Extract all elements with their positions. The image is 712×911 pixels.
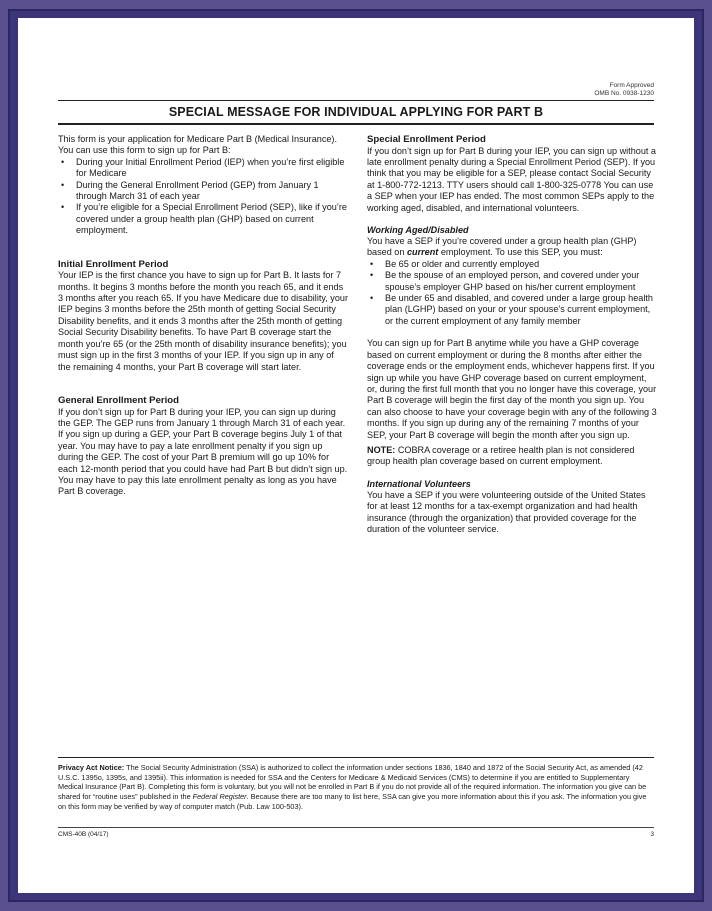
international-volunteers-heading: International Volunteers — [367, 478, 471, 489]
sep-heading: Special Enrollment Period — [367, 134, 486, 145]
omb-block — [594, 82, 654, 98]
page-number: 3 — [650, 831, 654, 838]
sep-paragraph: If you don’t sign up for Part B during your IEP, you can sign up without a late enrollment penalty during a Special Enrollment Period (SEP). If you think that you may be eligible for a SEP, please contact Social Security at 1-800-772-1213. TTY users should call 1-800-325-0778 You can use a SEP when your IEP has ended. The most common SEPs apply to the working aged, disabled, and international volunteers. — [367, 145, 656, 213]
working-aged-bullet: • Be the spouse of an employed person, and covered under your spouse’s employer GHP based on his/her current employment — [367, 270, 657, 293]
form-id: CMS-40B (04/17) — [58, 831, 109, 838]
note-label: NOTE: — [367, 444, 396, 455]
title-bottom-rule — [58, 123, 654, 125]
working-aged-heading: Working Aged/Disabled — [367, 225, 469, 236]
federal-register: Federal Register — [192, 792, 247, 802]
intro-bullet: • During your Initial Enrollment Period (IEP) when you’re first eligible for Medicare — [58, 157, 348, 180]
omb-number: OMB No. 0938-1230 — [594, 90, 654, 97]
gep-paragraph: If you don’t sign up for Part B during your IEP, you can sign up during the GEP. The GEP runs from January 1 through March 31 of each year. If you sign up during a GEP, your Part B coverage begins July 1 of that year. You may have to pay a late enrollment penalty if you sign up during the GEP. The cost of your Part B premium will go up 10% for each 12-month period that you could have had Part B but didn’t sign up. You may have to pay this late enrollment penalty as long as you have Part B coverage. — [58, 406, 348, 497]
privacy-act-notice: Privacy Act Notice: The Social Security Administration (SSA) is authorized to collect the information under sections 1836, 1840 and 1872 of the Social Security Act, as amended (42 U.S.C. 1395o, 1395s, and 1395ii). This information is needed for SSA and the Centers for Medicare & Medicaid Services (CMS) to determine if you are entitled to Supplementary Medical Insurance (Part B). Completing this form is voluntary, but you will not be enrolled in Part B if you do not provide all of the required information. The information you give can be shared for “routine uses” published in the Federal Register. Because there are too many to list here, SSA can give you more information about this if you ask. The information you give on this form may be verified by way of computer match (Pub. Law 100-503). — [58, 763, 647, 811]
iep-heading: Initial Enrollment Period — [58, 258, 169, 270]
working-aged-bullet-list — [367, 259, 657, 327]
intro-bullet-list — [58, 157, 348, 237]
international-volunteers-paragraph: You have a SEP if you were volunteering outside of the United States for at least 12 months for a tax-exempt organization and had health insurance (through the organization) that provided coverage for the duration of the volunteer service. — [367, 489, 646, 534]
intro-bullet: • During the General Enrollment Period (GEP) from January 1 through March 31 of each year — [58, 180, 348, 203]
privacy-rule — [58, 757, 654, 758]
footer-rule — [58, 827, 654, 828]
working-aged-bullet: • Be 65 or older and currently employed — [367, 259, 657, 270]
page-title: SPECIAL MESSAGE FOR INDIVIDUAL APPLYING FOR PART B — [168, 105, 544, 119]
form-approved-label: Form Approved — [609, 82, 654, 89]
gep-heading: General Enrollment Period — [58, 394, 180, 406]
signup-paragraph: You can sign up for Part B anytime while you have a GHP coverage based on current employment or during the 8 months after either the coverage ends or the employment ends, whichever happens first. If you sign up while you have GHP coverage based on current employment, or, during the first full month that you no longer have this coverage, your Part B coverage will begin the first day of the month you sign up. You can also choose to have your coverage begin with any of the following 3 months. If you sign up during any of the remaining 7 months of your SEP, your Part B coverage will begin the month after you sign up. — [367, 338, 657, 440]
note-paragraph: NOTE: COBRA coverage or a retiree health plan is not considered group health plan coverage based on current employment. — [367, 444, 635, 467]
left-column — [58, 134, 348, 498]
current-emphasis: current — [406, 247, 439, 258]
document-page — [18, 18, 694, 893]
working-aged-paragraph: You have a SEP if you’re covered under a group health plan (GHP) based on current employment. To use this SEP, you must: — [367, 236, 637, 258]
title-top-rule — [58, 100, 654, 101]
working-aged-bullet: • Be under 65 and disabled, and covered under a large group health plan (LGHP) based on your or your spouse’s current employment, or the current employment of any family member — [367, 293, 657, 327]
right-column — [367, 134, 657, 535]
privacy-label: Privacy Act Notice: — [58, 763, 125, 772]
iep-paragraph: Your IEP is the first chance you have to sign up for Part B. It lasts for 7 months. It begins 3 months before the month you reach 65, and it ends 3 months after you reach 65. If you have Medicare due to disability, your IEP begins 3 months before the 25th month of getting Social Security Disability benefits, and it ends 3 months after the 25th month of getting Social Security Disability benefits. To have Part B coverage start the month you’re 65 (or the 25th month of disability insurance benefits); you must sign up in the first 3 months of your IEP. If you sign up in any of the remaining 4 months, your Part B coverage will start later. — [58, 270, 348, 372]
page-footer — [58, 831, 654, 838]
intro-paragraph: This form is your application for Medicare Part B (Medical Insurance). You can use this form to sign up for Part B: — [58, 134, 337, 156]
intro-bullet: • If you’re eligible for a Special Enrollment Period (SEP), like if you’re covered under a group health plan (GHP) based on current employment. — [58, 202, 348, 236]
